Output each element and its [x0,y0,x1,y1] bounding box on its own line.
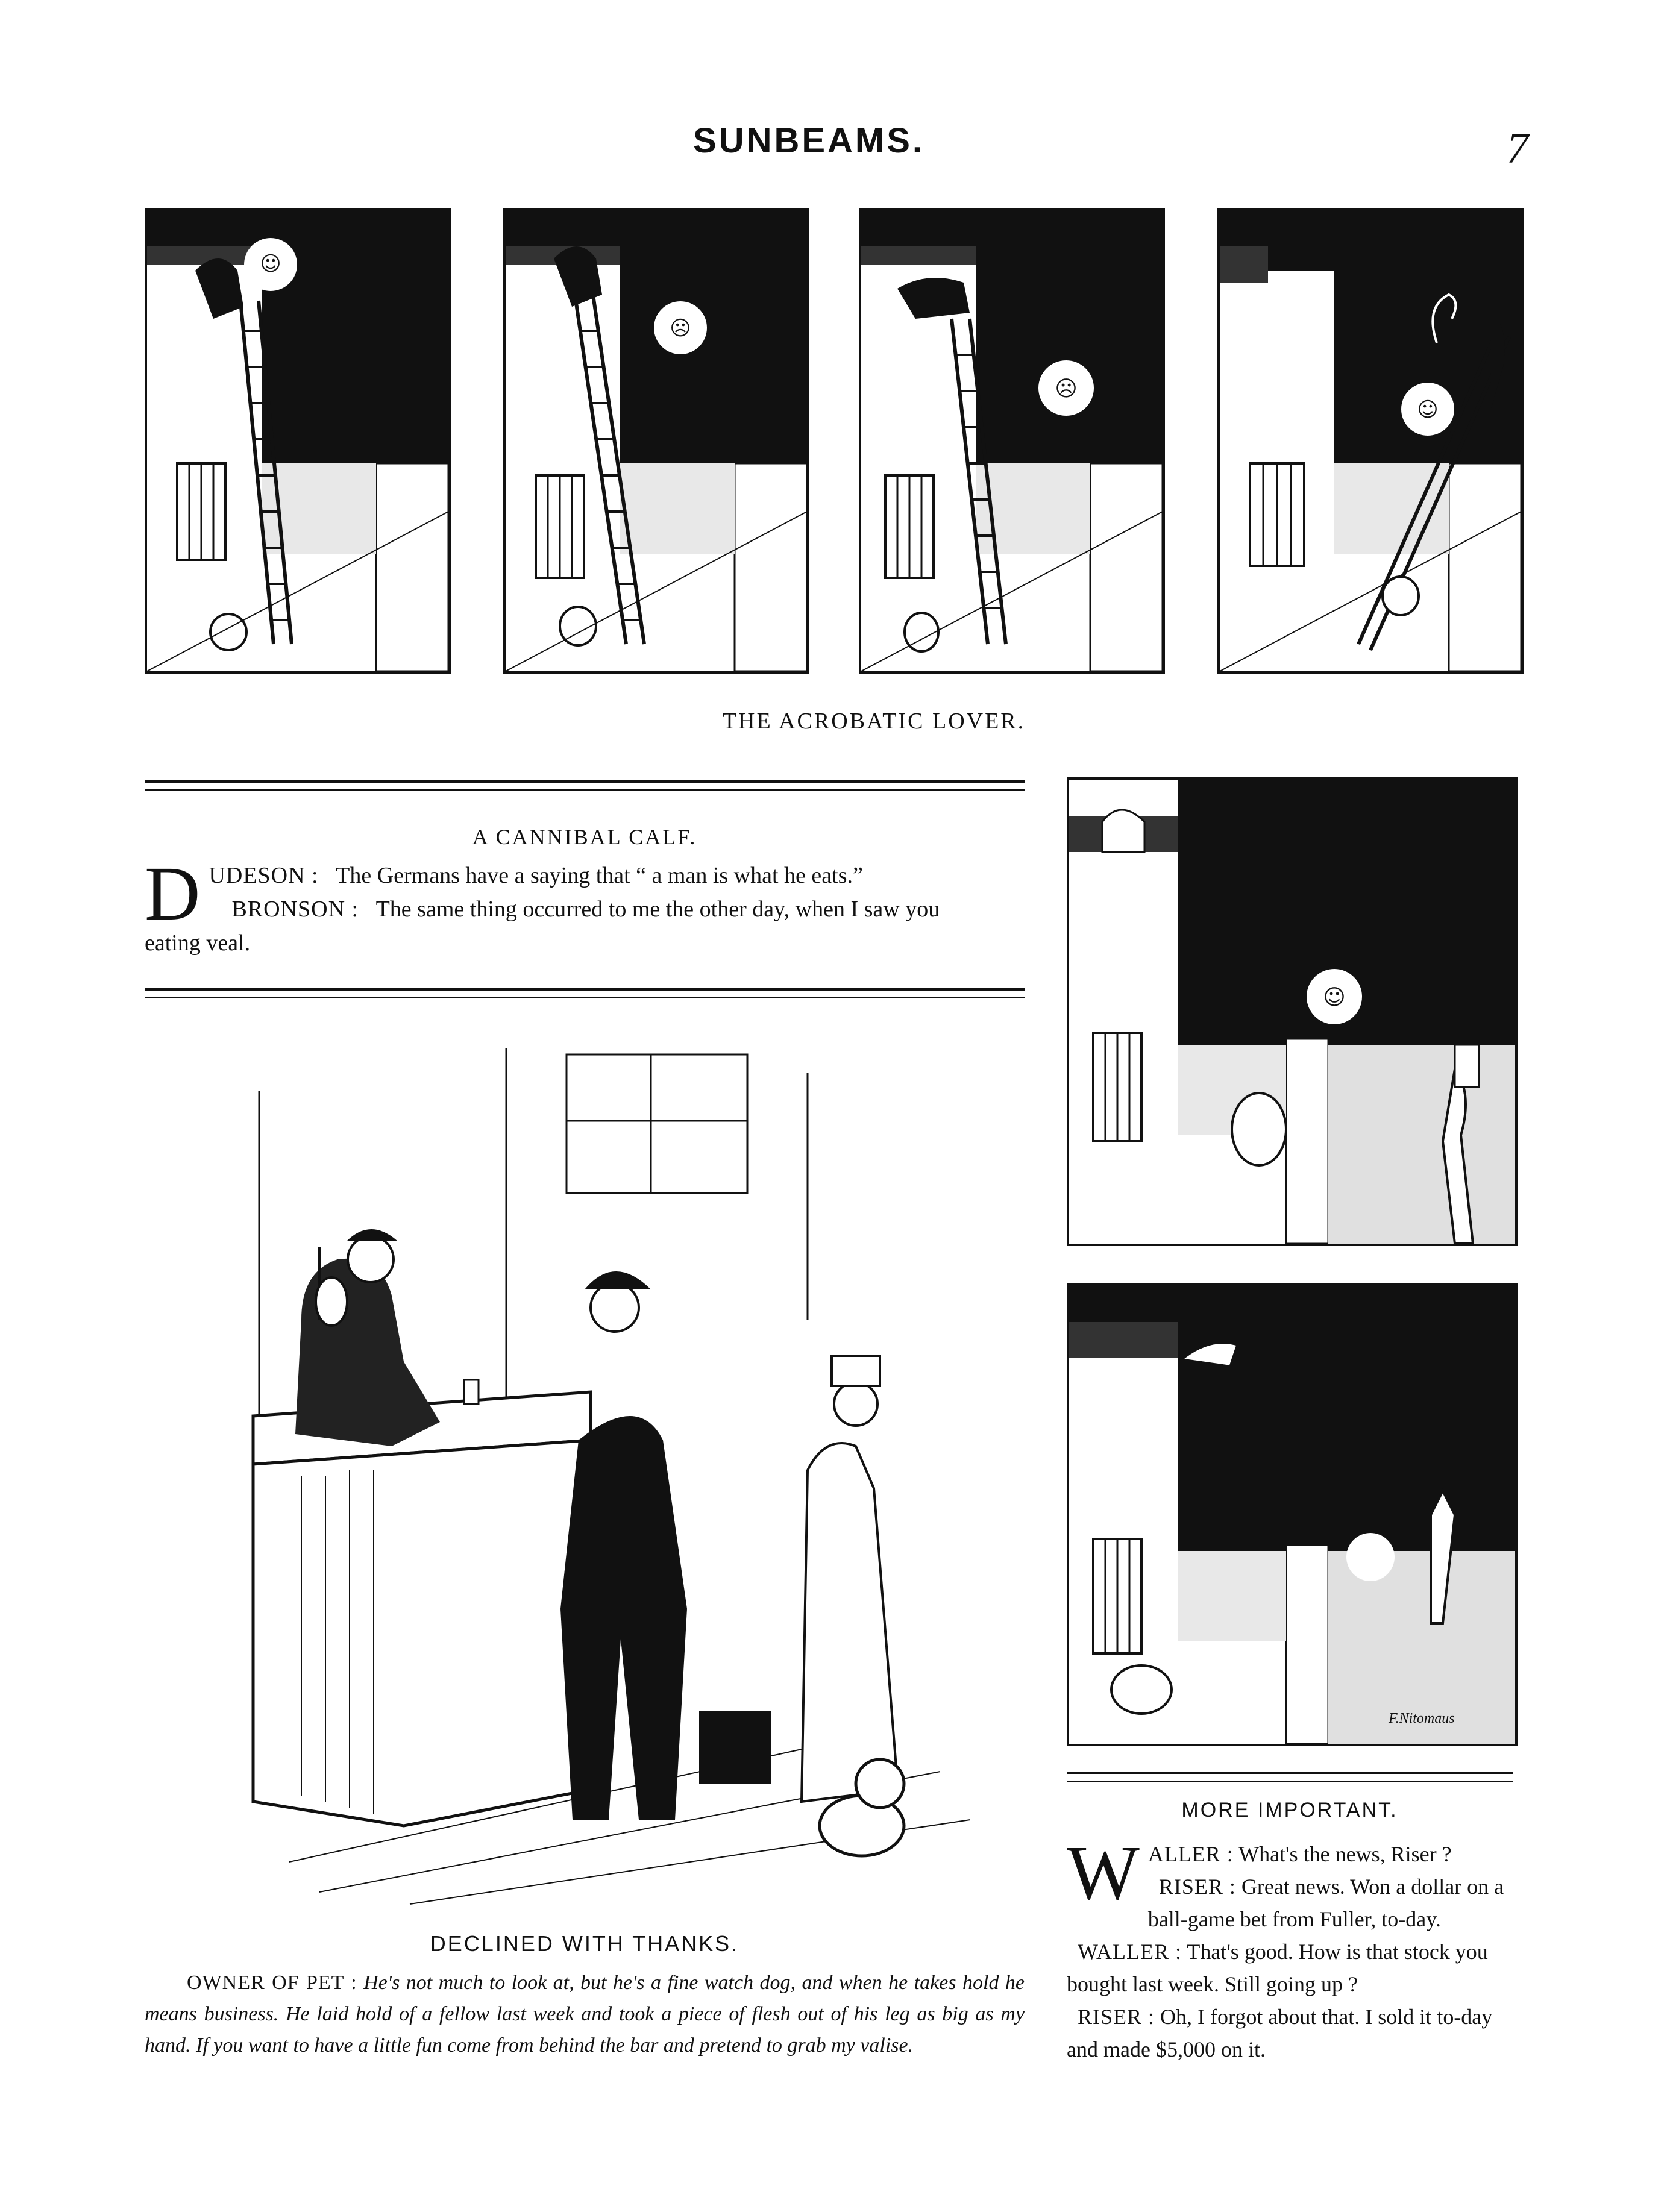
panel-3-illustration [861,210,1163,671]
comic-panel-1 [145,208,451,674]
divider-rule [1067,1772,1513,1774]
riser-line-2: Oh, I forgot about that. I sold it to-day and made $5,000 on it. [1067,2005,1493,2061]
dudeson-line: The Germans have a saying that “ a man is what he eats.” [336,863,863,888]
speaker-bronson: BRONSON : [231,897,359,922]
page-title: SUNBEAMS. [693,121,925,160]
page-number: 7 [1507,124,1528,172]
bronson-line: The same thing occurred to me the other day, when I saw you eating veal. [145,897,940,956]
panel-4-illustration [1220,210,1521,671]
cannibal-calf-text [145,851,988,960]
divider-rule [145,988,1025,991]
right-bottom-illustration [1069,1286,1515,1744]
dropcap-w: W [1067,1830,1140,1916]
saloon-scene-drawing [229,1018,976,1910]
riser-line-1: Great news. Won a dollar on a ball-game bet from Fuller, to-day. [1147,1875,1504,1931]
speaker-riser: RISER : [1078,2005,1155,2029]
more-important-title: MORE IMPORTANT. [1181,1799,1398,1822]
right-top-illustration [1069,780,1515,1244]
speaker-owner-of-pet: OWNER OF PET : [187,1972,357,1994]
comic-panel-3 [859,208,1165,674]
waller-line-1: What's the news, Riser ? [1238,1842,1452,1866]
speaker-riser: RISER : [1158,1875,1236,1899]
divider-rule [145,997,1025,998]
saloon-illustration [229,1018,976,1910]
divider-rule [145,789,1025,791]
panel-2-illustration [506,210,807,671]
declined-caption: DECLINED WITH THANKS. [430,1931,739,1956]
svg-text:☹: ☹ [1055,377,1078,401]
comic-panel-right-bottom [1067,1283,1518,1746]
artist-signature: F.Nitomaus [1389,1711,1455,1726]
more-important-text [1067,1830,1519,2066]
comic-panel-2 [503,208,809,674]
divider-rule [145,780,1025,783]
comic-panel-right-top [1067,777,1518,1246]
speaker-dudeson: UDESON : [209,863,319,888]
speaker-waller: WALLER : [1078,1940,1182,1964]
svg-text:☺: ☺ [1323,985,1346,1010]
panel-1-illustration [147,210,448,671]
owner-of-pet-line: He's not much to look at, but he's a fine watch dog, and when he takes hold he means business. He laid hold of a fellow last week and took a piece of flesh out of his leg as big as my hand. If you want to have a little fun come from behind the bar and pretend to grab my valise. [145,1972,1025,2057]
waller-line-2: That's good. How is that stock you bought last week. Still going up ? [1067,1940,1488,1996]
declined-text [145,1967,1025,2061]
comic-panel-4 [1217,208,1524,674]
svg-text:☺: ☺ [1417,398,1439,422]
cannibal-calf-title: A CANNIBAL CALF. [472,825,697,849]
svg-text:☺: ☺ [260,252,281,276]
acrobatic-lover-caption: THE ACROBATIC LOVER. [722,709,1026,734]
dropcap-d: D [145,851,201,936]
divider-rule [1067,1781,1513,1782]
svg-text:☹: ☹ [670,316,691,340]
speaker-waller: ALLER : [1147,1842,1234,1866]
